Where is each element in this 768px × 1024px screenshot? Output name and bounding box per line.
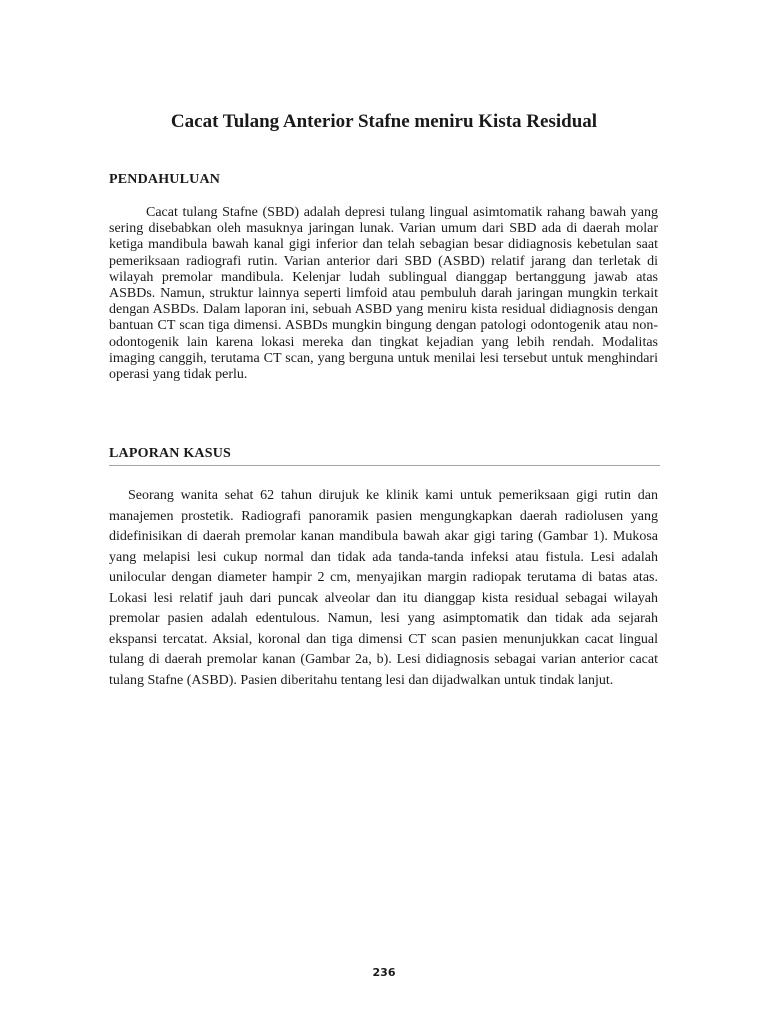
section-heading-pendahuluan: PENDAHULUAN: [109, 172, 221, 187]
section-heading-laporan-kasus: LAPORAN KASUS: [109, 446, 232, 461]
section-divider: [109, 465, 660, 466]
page-number: 236: [372, 966, 396, 979]
paragraph-laporan-kasus: Seorang wanita sehat 62 tahun dirujuk ke klinik kami untuk pemeriksaan gigi rutin dan manajemen prostetik. Radiografi panoramik pasien mengungkapkan daerah radiolusen yang didefinisikan di daerah premolar kanan mandibula bawah akar gigi taring (Gambar 1). Mukosa yang melapisi lesi cukup normal dan tidak ada tanda-tanda infeksi atau fistula. Lesi adalah unilocular dengan diameter hampir 2 cm, menyajikan margin radiopak terutama di batas atas. Lokasi lesi relatif jauh dari puncak alveolar dan itu dianggap kista residual sebagai wilayah premolar pasien adalah edentulous. Namun, lesi yang asimptomatik dan tidak ada sejarah ekspansi tercatat. Aksial, koronal dan tiga dimensi CT scan pasien menunjukkan cacat lingual tulang di daerah premolar kanan (Gambar 2a, b). Lesi didiagnosis sebagai varian anterior cacat tulang Stafne (ASBD). Pasien diberitahu tentang lesi dan dijadwalkan untuk tindak lanjut.: [109, 488, 658, 688]
paragraph-pendahuluan: Cacat tulang Stafne (SBD) adalah depresi tulang lingual asimtomatik rahang bawah yang sering disebabkan oleh masuknya jaringan lunak. Varian umum dari SBD ada di daerah molar ketiga mandibula bawah kanal gigi inferior dan telah sebagian besar didiagnosis kebetulan saat pemeriksaan radiografi rutin. Varian anterior dari SBD (ASBD) relatif jarang dan terletak di wilayah premolar mandibula. Kelenjar ludah sublingual dianggap bertanggung jawab atas ASBDs. Namun, struktur lainnya seperti limfoid atau pembuluh darah jaringan mungkin terkait dengan ASBDs. Dalam laporan ini, sebuah ASBD yang meniru kista residual didiagnosis dengan bantuan CT scan tiga dimensi. ASBDs mungkin bingung dengan patologi odontogenik atau non-odontogenik lain karena lokasi mereka dan tingkat kejadian yang lebih rendah. Modalitas imaging canggih, terutama CT scan, yang berguna untuk menilai lesi tersebut untuk menghindari operasi yang tidak perlu.: [109, 205, 658, 383]
page-title: Cacat Tulang Anterior Stafne meniru Kista Residual: [170, 111, 598, 132]
